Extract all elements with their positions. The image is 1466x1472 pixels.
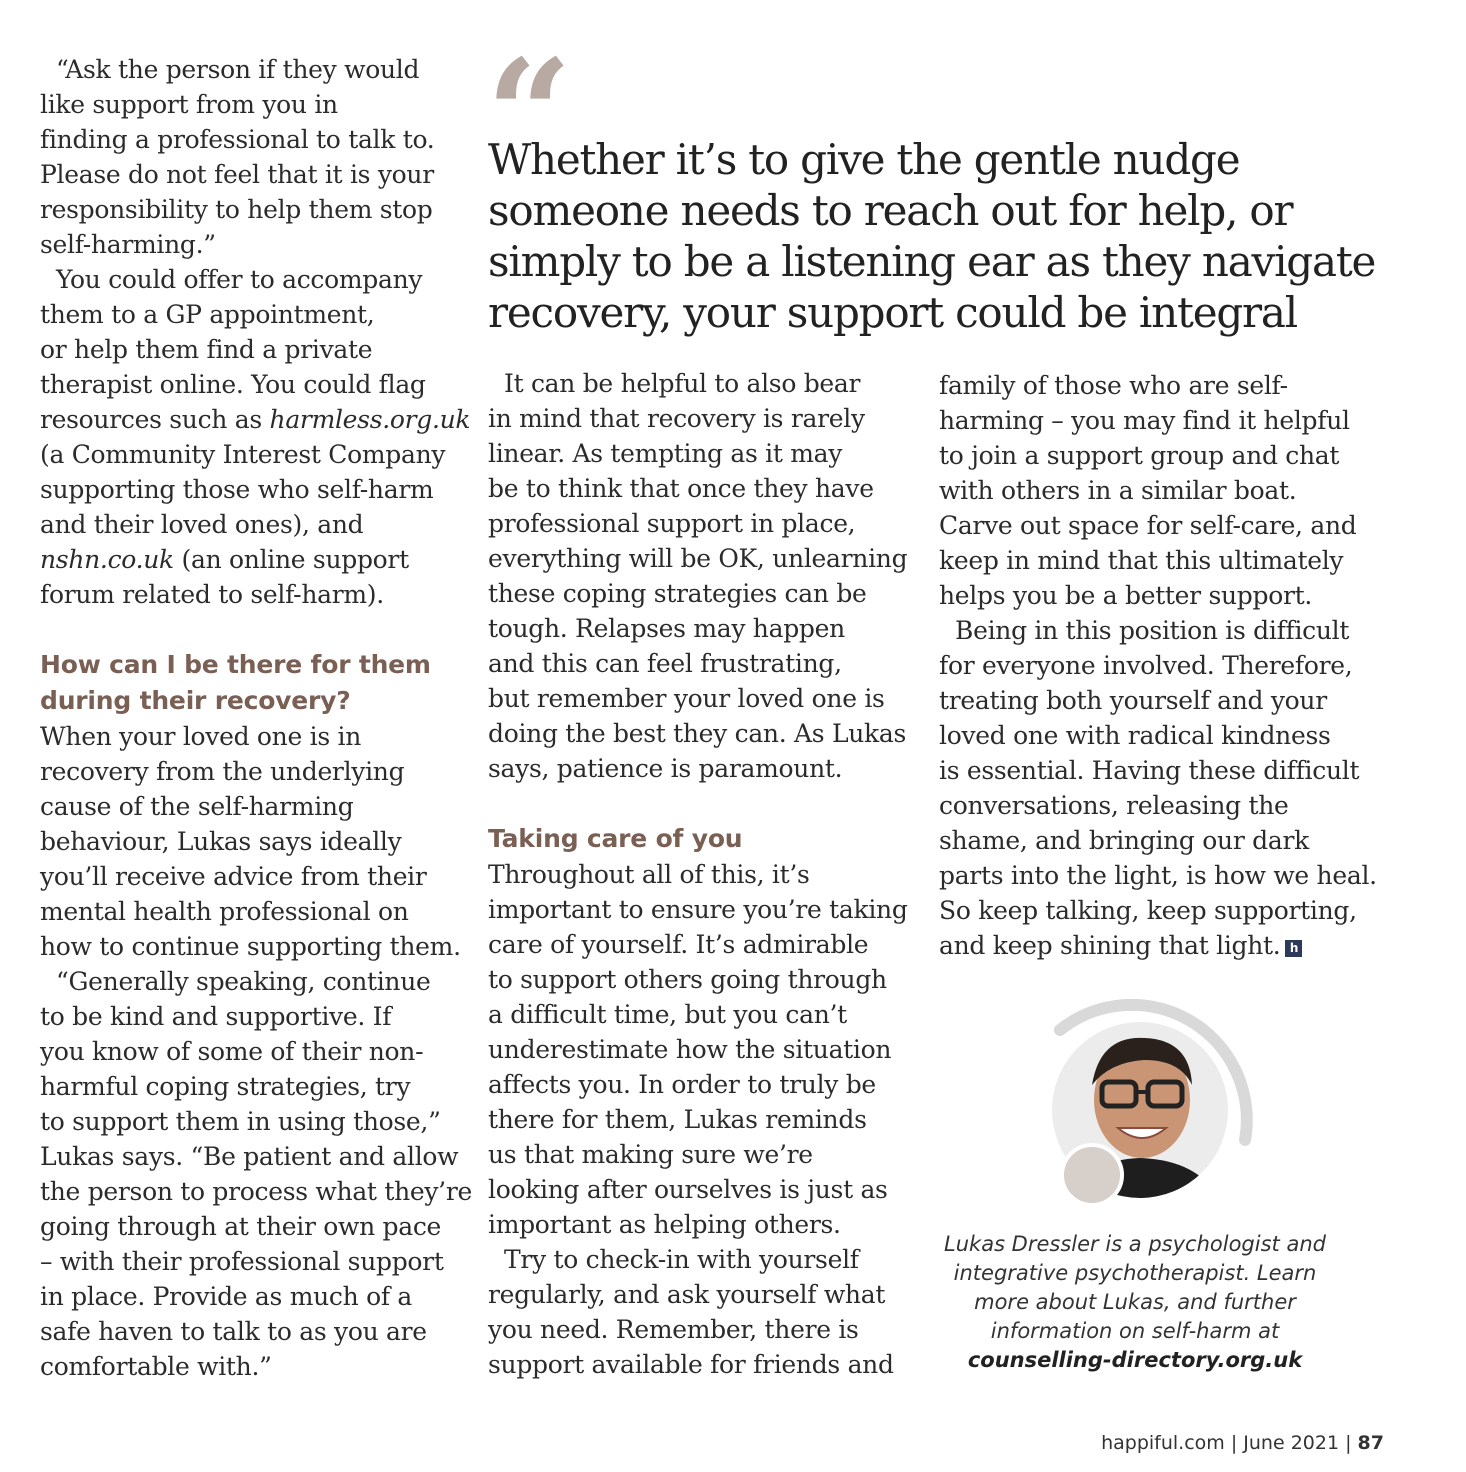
heading-line: How can I be there for them <box>40 650 431 679</box>
text-line: (a Community Interest Company <box>40 440 446 469</box>
text-line: harmful coping strategies, try <box>40 1072 411 1101</box>
text-line: or help them find a private <box>40 335 373 364</box>
text-fragment: resources such as <box>40 405 270 434</box>
text-line: self-harming.” <box>40 230 216 259</box>
text-line: conversations, releasing the <box>939 791 1289 820</box>
text-line: support available for friends and <box>488 1350 894 1379</box>
text-line: forum related to self-harm). <box>40 580 384 609</box>
text-line: treating both yourself and your <box>939 686 1327 715</box>
text-line: looking after ourselves is just as <box>488 1175 888 1204</box>
text-line: shame, and bringing our dark <box>939 826 1309 855</box>
text-line: cause of the self-harming <box>40 792 354 821</box>
text-line: keep in mind that this ultimately <box>939 546 1344 575</box>
text-line: loved one with radical kindness <box>939 721 1331 750</box>
text-line: Carve out space for self-care, and <box>939 511 1357 540</box>
text-line: to join a support group and chat <box>939 441 1340 470</box>
page-number: 87 <box>1357 1432 1384 1454</box>
text-line: doing the best they can. As Lukas <box>488 719 907 748</box>
text-line <box>40 542 440 577</box>
heading-line: Taking care of you <box>488 824 743 853</box>
caption-line: Lukas Dressler is a psychologist and <box>944 1232 1326 1256</box>
text-line <box>939 928 1349 963</box>
paragraph <box>40 719 461 964</box>
text-line: – with their professional support <box>40 1247 444 1276</box>
text-line: Please do not feel that it is your <box>40 160 434 189</box>
text-line: helps you be a better support. <box>939 581 1313 610</box>
text-line: with others in a similar boat. <box>939 476 1297 505</box>
paragraph <box>40 52 440 262</box>
paragraph <box>40 964 472 1384</box>
text-line: and their loved ones), and <box>40 510 364 539</box>
author-caption <box>930 1230 1340 1375</box>
text-line: in mind that recovery is rarely <box>488 404 865 433</box>
spacer <box>488 786 898 821</box>
text-line: “Ask the person if they would <box>56 55 420 84</box>
section-heading <box>40 647 440 719</box>
text-line: affects you. In order to truly be <box>488 1070 876 1099</box>
text-line: to support them in using those,” <box>40 1107 441 1136</box>
text-line: these coping strategies can be <box>488 579 867 608</box>
caption-line: more about Lukas, and further <box>974 1290 1296 1314</box>
text-line: us that making sure we’re <box>488 1140 813 1169</box>
pull-quote <box>488 134 1388 338</box>
paragraph <box>40 262 471 612</box>
text-line: going through at their own pace <box>40 1212 442 1241</box>
text-line: parts into the light, is how we heal. <box>939 861 1377 890</box>
decorative-dot <box>1062 1145 1122 1205</box>
column-3 <box>939 368 1377 963</box>
text-line: be to think that once they have <box>488 474 874 503</box>
text-line: you’ll receive advice from their <box>40 862 427 891</box>
text-line: a difficult time, but you can’t <box>488 1000 847 1029</box>
footer-separator: | <box>1339 1432 1358 1454</box>
paragraph <box>939 613 1377 963</box>
text-line: how to continue supporting them. <box>40 932 461 961</box>
caption-line: integrative psychotherapist. Learn <box>953 1261 1317 1285</box>
text-line: you know of some of their non- <box>40 1037 424 1066</box>
column-1 <box>40 52 472 1384</box>
text-line: safe haven to talk to as you are <box>40 1317 427 1346</box>
text-line: underestimate how the situation <box>488 1035 892 1064</box>
text-line: like support from you in <box>40 90 338 119</box>
column-2 <box>488 366 908 1382</box>
text-line: care of yourself. It’s admirable <box>488 930 869 959</box>
text-line: everything will be OK, unlearning <box>488 544 908 573</box>
nshn-link[interactable]: nshn.co.uk <box>40 545 174 574</box>
happiful-logo-icon: h <box>1285 940 1302 957</box>
pull-quote-line: recovery, your support could be integral <box>488 288 1297 337</box>
text-line: So keep talking, keep supporting, <box>939 896 1357 925</box>
text-line: says, patience is paramount. <box>488 754 843 783</box>
text-line <box>40 402 471 437</box>
text-line: comfortable with.” <box>40 1352 272 1381</box>
paragraph <box>939 368 1357 613</box>
text-line: When your loved one is in <box>40 722 361 751</box>
text-line: and this can feel frustrating, <box>488 649 842 678</box>
text-line: linear. As tempting as it may <box>488 439 843 468</box>
harmless-link[interactable]: harmless.org.uk <box>269 405 471 434</box>
text-line: in place. Provide as much of a <box>40 1282 413 1311</box>
paragraph <box>488 366 908 786</box>
text-line: mental health professional on <box>40 897 409 926</box>
text-line: you need. Remember, there is <box>488 1315 859 1344</box>
page-footer <box>1101 1432 1384 1454</box>
text-line: recovery from the underlying <box>40 757 405 786</box>
text-line: family of those who are self- <box>939 371 1288 400</box>
text-line: harming – you may find it helpful <box>939 406 1350 435</box>
text-line: regularly, and ask yourself what <box>488 1280 886 1309</box>
text-fragment: and keep shining that light. <box>939 931 1281 960</box>
text-line: Throughout all of this, it’s <box>488 860 810 889</box>
text-line: behaviour, Lukas says ideally <box>40 827 402 856</box>
text-line: there for them, Lukas reminds <box>488 1105 867 1134</box>
text-line: for everyone involved. Therefore, <box>939 651 1353 680</box>
pull-quote-line: simply to be a listening ear as they navigate <box>488 237 1376 286</box>
text-line: supporting those who self-harm <box>40 475 434 504</box>
text-line: important to ensure you’re taking <box>488 895 908 924</box>
text-fragment: (an online support <box>173 545 409 574</box>
text-line: professional support in place, <box>488 509 856 538</box>
text-line: is essential. Having these difficult <box>939 756 1360 785</box>
paragraph <box>488 857 908 1242</box>
quote-mark-icon: “ <box>486 27 573 203</box>
text-line: “Generally speaking, continue <box>56 967 431 996</box>
text-line: It can be helpful to also bear <box>504 369 861 398</box>
text-line: You could offer to accompany <box>56 265 423 294</box>
text-line: them to a GP appointment, <box>40 300 375 329</box>
text-line: Lukas says. “Be patient and allow <box>40 1142 459 1171</box>
pull-quote-line: Whether it’s to give the gentle nudge <box>488 135 1240 184</box>
text-line: Try to check-in with yourself <box>504 1245 859 1274</box>
text-line: finding a professional to talk to. <box>40 125 435 154</box>
text-line: responsibility to help them stop <box>40 195 433 224</box>
counselling-directory-link[interactable]: counselling-directory.org.uk <box>967 1348 1303 1372</box>
text-line: to support others going through <box>488 965 887 994</box>
footer-site[interactable]: happiful.com <box>1101 1432 1225 1454</box>
text-line: therapist online. You could flag <box>40 370 426 399</box>
text-line: tough. Relapses may happen <box>488 614 845 643</box>
author-portrait <box>1040 990 1260 1210</box>
text-line: to be kind and supportive. If <box>40 1002 392 1031</box>
caption-line: information on self-harm at <box>990 1319 1280 1343</box>
spacer <box>40 612 440 647</box>
footer-date: June 2021 <box>1243 1432 1340 1454</box>
section-heading <box>488 821 898 857</box>
text-line: Being in this position is difficult <box>955 616 1350 645</box>
text-line: important as helping others. <box>488 1210 841 1239</box>
heading-line: during their recovery? <box>40 686 351 715</box>
pull-quote-line: someone needs to reach out for help, or <box>488 186 1293 235</box>
footer-separator: | <box>1224 1432 1244 1454</box>
text-line: the person to process what they’re <box>40 1177 472 1206</box>
text-line: but remember your loved one is <box>488 684 885 713</box>
paragraph <box>488 1242 898 1382</box>
